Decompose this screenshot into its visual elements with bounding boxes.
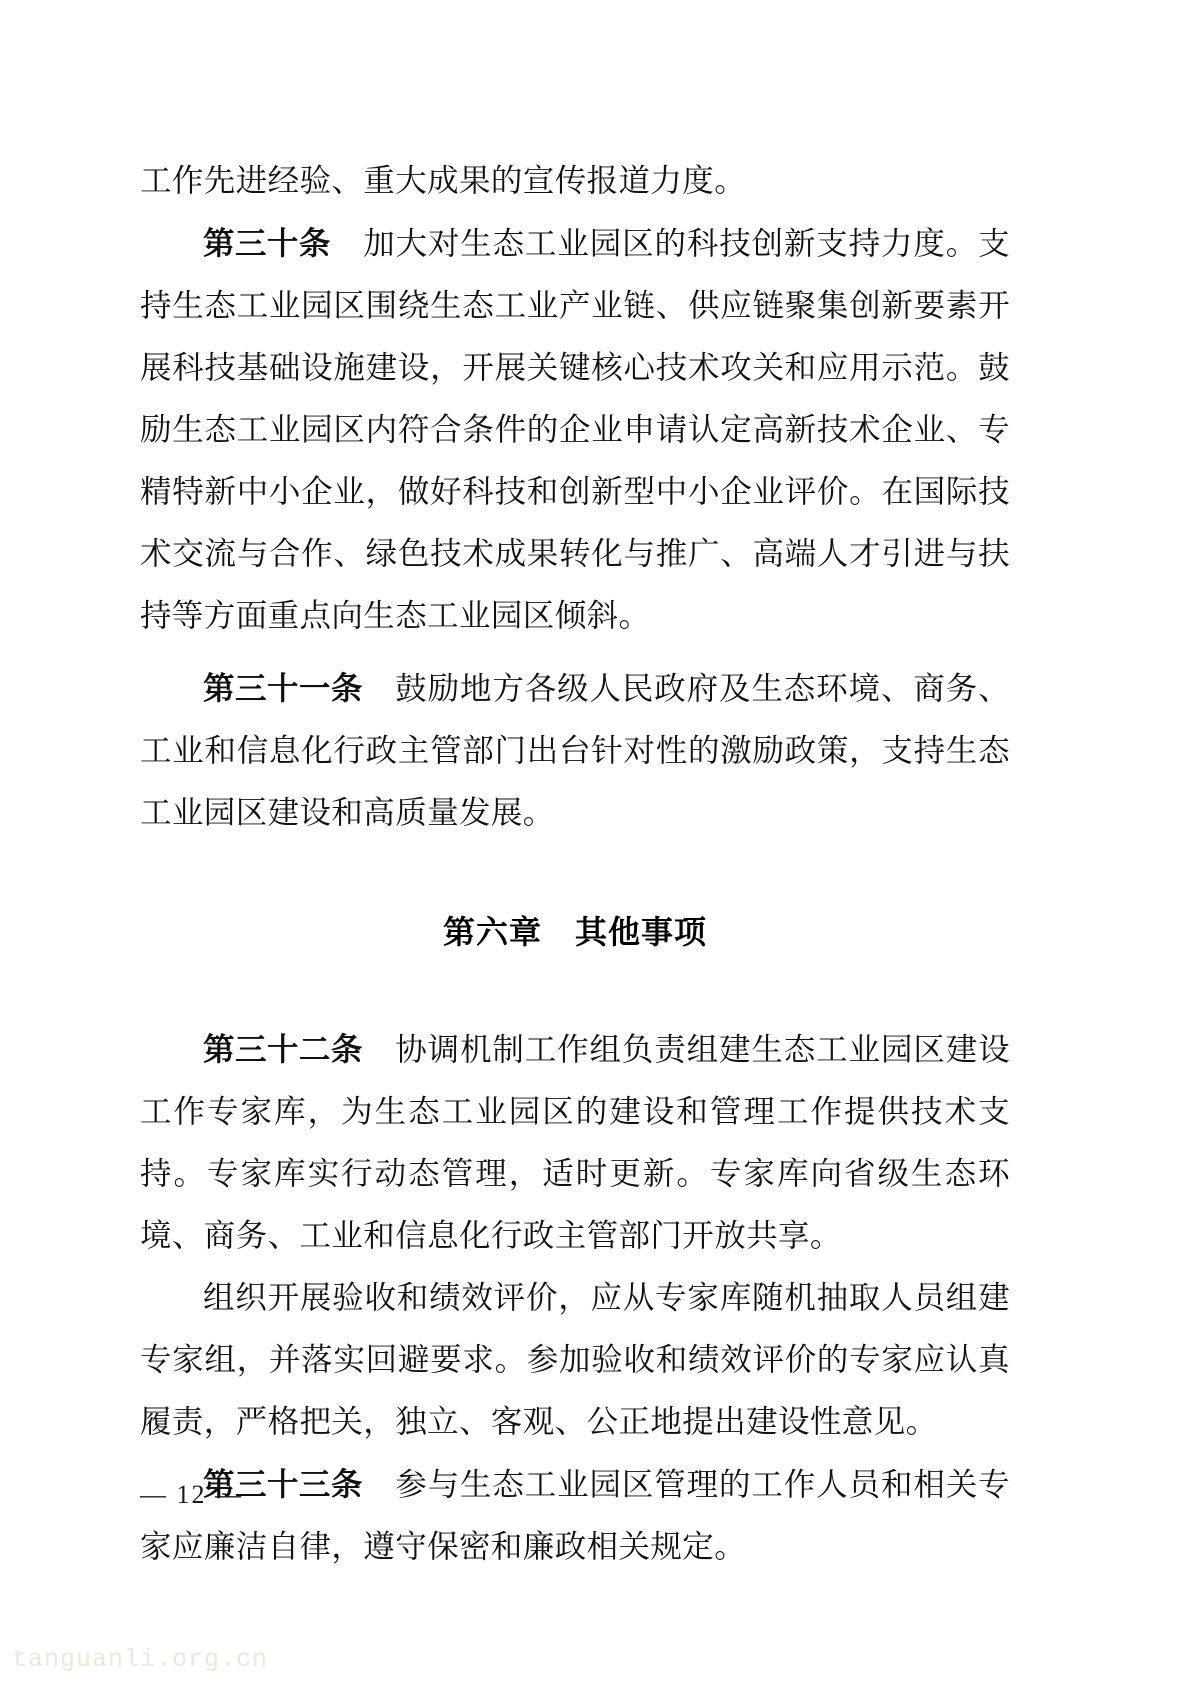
paragraph-article-30 (140, 212, 1010, 647)
paragraph-article-33 (140, 1453, 1010, 1578)
paragraph-article-32 (140, 1018, 1010, 1267)
article-32-text: 协调机制工作组负责组建生态工业园区建设工作专家库，为生态工业园区的建设和管理工作提供技术支持。专家库实行动态管理，适时更新。专家库向省级生态环境、商务、工业和信息化行政主管部门开放共享。 (140, 1032, 1010, 1253)
article-30-text: 加大对生态工业园区的科技创新支持力度。支持生态工业园区围绕生态工业产业链、供应链聚集创新要素开展科技基础设施建设，开展关键核心技术攻关和应用示范。鼓励生态工业园区内符合条件的企业申请认定高新技术企业、专精特新中小企业，做好科技和创新型中小企业评价。在国际技术交流与合作、绿色技术成果转化与推广、高端人才引进与扶持等方面重点向生态工业园区倾斜。 (140, 226, 1010, 633)
spacer (140, 647, 1010, 657)
document-body (140, 150, 1010, 1578)
paragraph-continuation: 工作先进经验、重大成果的宣传报道力度。 (140, 163, 747, 198)
paragraph-article-31 (140, 657, 1010, 844)
article-31-text: 鼓励地方各级人民政府及生态环境、商务、工业和信息化行政主管部门出台针对性的激励政策，支持生态工业园区建设和高质量发展。 (140, 671, 1010, 830)
article-33-text: 参与生态工业园区管理的工作人员和相关专家应廉洁自律，遵守保密和廉政相关规定。 (140, 1467, 1010, 1564)
watermark: tanguanli.org.cn (12, 1645, 269, 1674)
article-30-label: 第三十条 (203, 225, 331, 261)
spacer (140, 844, 1010, 902)
page-number: — 12 — (140, 1480, 243, 1509)
article-31-label: 第三十一条 (203, 670, 363, 706)
article-33-label: 第三十三条 (203, 1466, 363, 1502)
article-32-label: 第三十二条 (203, 1031, 363, 1067)
paragraph-article-32-second: 组织开展验收和绩效评价，应从专家库随机抽取人员组建专家组，并落实回避要求。参加验收和绩效评价的专家应认真履责，严格把关，独立、客观、公正地提出建设性意见。 (140, 1280, 1010, 1439)
chapter-heading: 第六章 其他事项 (442, 914, 707, 950)
spacer (140, 962, 1010, 1018)
